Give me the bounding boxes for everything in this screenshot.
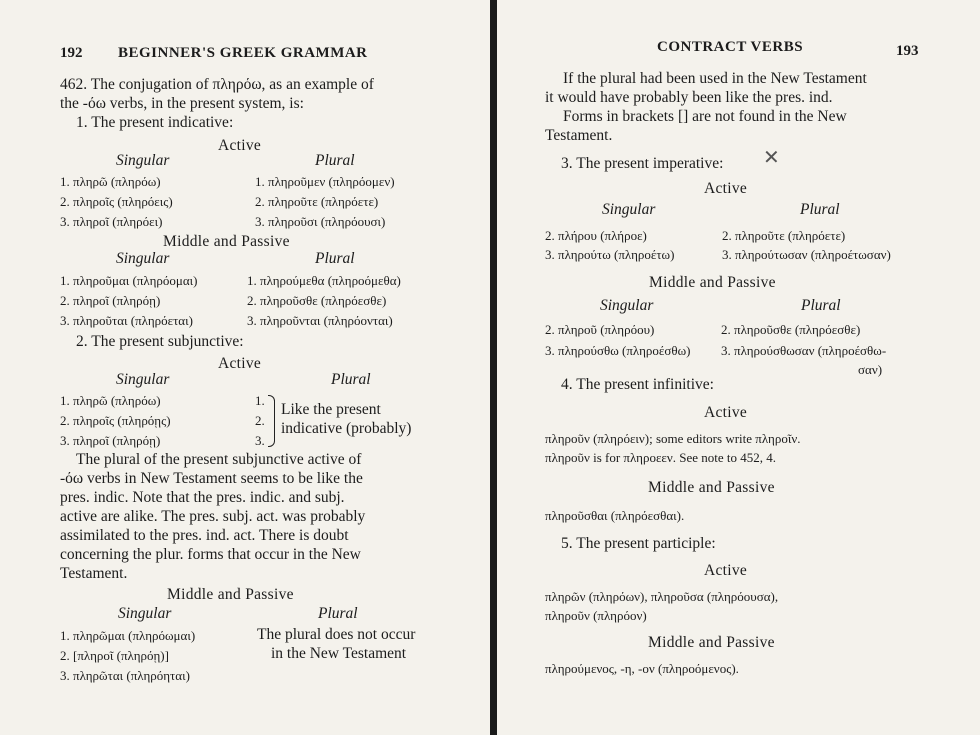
voice-heading: Active [704,404,748,421]
section-intro-line: 462. The conjugation of πληρόω, as an example of [60,76,374,93]
form-plural: 2. [255,413,265,428]
form-plural: 1. πληροῦμεν (πληρόομεν) [255,174,395,189]
form-line: πληρούμενος, -η, -ον (πληροόμενος). [545,661,739,676]
pencil-mark: ✕ [763,147,780,169]
running-head: CONTRACT VERBS [657,39,804,55]
paragraph-line: If the plural had been used in the New Testament [563,70,867,87]
paragraph-line: it would have probably been like the pres. ind. [545,89,833,106]
form-singular: 3. πληροῖ (πληρόει) [60,214,163,229]
form-singular: 2. πληροῖς (πληρόῃς) [60,413,171,428]
voice-heading: Middle and Passive [649,274,776,291]
column-heading-plural: Plural [318,605,358,622]
form-continuation: σαν) [858,362,883,377]
voice-heading: Active [218,355,262,372]
form-plural: 3. πληρούτωσαν (πληροέτωσαν) [722,247,891,262]
voice-heading: Active [704,180,748,197]
column-heading-plural: Plural [331,371,371,388]
column-heading-singular: Singular [116,152,170,169]
column-heading-plural: Plural [801,297,841,314]
form-plural: 2. πληροῦσθε (πληρόεσθε) [721,322,861,337]
form-singular: 2. πληροῖ (πληρόῃ) [60,293,161,308]
paragraph-line: -όω verbs in New Testament seems to be like the [60,470,363,487]
note-line: in the New Testament [271,645,407,662]
subsection-title: 4. The present infinitive: [561,376,714,393]
paragraph-line: pres. indic. Note that the pres. indic. and subj. [60,489,345,506]
form-singular: 3. πληρῶται (πληρόηται) [60,668,190,683]
form-plural: 3. πληροῦσι (πληρόουσι) [255,214,386,229]
column-heading-singular: Singular [116,371,170,388]
subsection-title: 1. The present indicative: [76,114,234,131]
section-intro-line: the -όω verbs, in the present system, is: [60,95,304,112]
column-heading-singular: Singular [116,250,170,267]
book-gutter [490,0,497,735]
paragraph-line: Testament. [545,127,613,144]
form-singular: 3. πληροῦται (πληρόεται) [60,313,193,328]
form-singular: 1. πληροῦμαι (πληρόομαι) [60,273,198,288]
form-singular: 1. πληρῶ (πληρόω) [60,174,161,189]
form-singular: 3. πληρούτω (πληροέτω) [545,247,675,262]
voice-heading: Middle and Passive [648,479,775,496]
column-heading-plural: Plural [315,152,355,169]
form-plural: 1. [255,393,265,408]
voice-heading: Middle and Passive [167,586,294,603]
form-singular: 2. πληροῦ (πληρόου) [545,322,655,337]
paragraph-line: Forms in brackets [] are not found in the New [563,108,847,125]
form-singular: 2. [πληροῖ (πληρόῃ)] [60,648,169,663]
column-heading-plural: Plural [315,250,355,267]
paragraph-line: active are alike. The pres. subj. act. was probably [60,508,366,525]
column-heading-singular: Singular [118,605,172,622]
form-plural: 2. πληροῦτε (πληρόετε) [255,194,379,209]
form-plural: 3. [255,433,265,448]
paragraph-line: The plural of the present subjunctive active of [76,451,362,468]
form-line: πληροῦν (πληρόον) [545,608,647,623]
column-heading-plural: Plural [800,201,840,218]
form-line: πληροῦν is for πληροεεν. See note to 452, 4. [545,450,777,465]
note-line: The plural does not occur [257,626,416,643]
form-plural: 3. πληροῦνται (πληρόονται) [247,313,393,328]
form-plural: 3. πληρούσθωσαν (πληροέσθω- [721,343,887,358]
paragraph-line: concerning the plur. forms that occur in the New [60,546,361,563]
subsection-title: 3. The present imperative: [561,155,724,172]
form-singular: 2. πλήρου (πλήροε) [545,228,647,243]
bracket-brace [268,395,275,447]
form-singular: 3. πληροῖ (πληρόῃ) [60,433,161,448]
form-singular: 1. πληρῶμαι (πληρόωμαι) [60,628,196,643]
right-page [497,0,980,735]
form-line: πληροῦν (πληρόειν); some editors write πληροῖν. [545,431,801,446]
column-heading-singular: Singular [600,297,654,314]
form-singular: 3. πληρούσθω (πληροέσθω) [545,343,691,358]
paragraph-line: Testament. [60,565,128,582]
page-number: 192 [60,45,83,61]
column-heading-singular: Singular [602,201,656,218]
form-plural: 1. πληρούμεθα (πληροόμεθα) [247,273,401,288]
voice-heading: Active [218,137,262,154]
form-plural: 2. πληροῦτε (πληρόετε) [722,228,846,243]
voice-heading: Middle and Passive [163,233,290,250]
note-line: indicative (probably) [281,420,412,437]
paragraph-line: assimilated to the pres. ind. act. There is doubt [60,527,349,544]
voice-heading: Active [704,562,748,579]
subsection-title: 5. The present participle: [561,535,716,552]
page-number: 193 [896,43,919,59]
form-singular: 2. πληροῖς (πληρόεις) [60,194,173,209]
form-line: πληρῶν (πληρόων), πληροῦσα (πληρόουσα), [545,589,779,604]
form-singular: 1. πληρῶ (πληρόω) [60,393,161,408]
voice-heading: Middle and Passive [648,634,775,651]
form-plural: 2. πληροῦσθε (πληρόεσθε) [247,293,387,308]
note-line: Like the present [281,401,381,418]
form-line: πληροῦσθαι (πληρόεσθαι). [545,508,685,523]
running-head: BEGINNER'S GREEK GRAMMAR [118,45,368,61]
subsection-title: 2. The present subjunctive: [76,333,244,350]
